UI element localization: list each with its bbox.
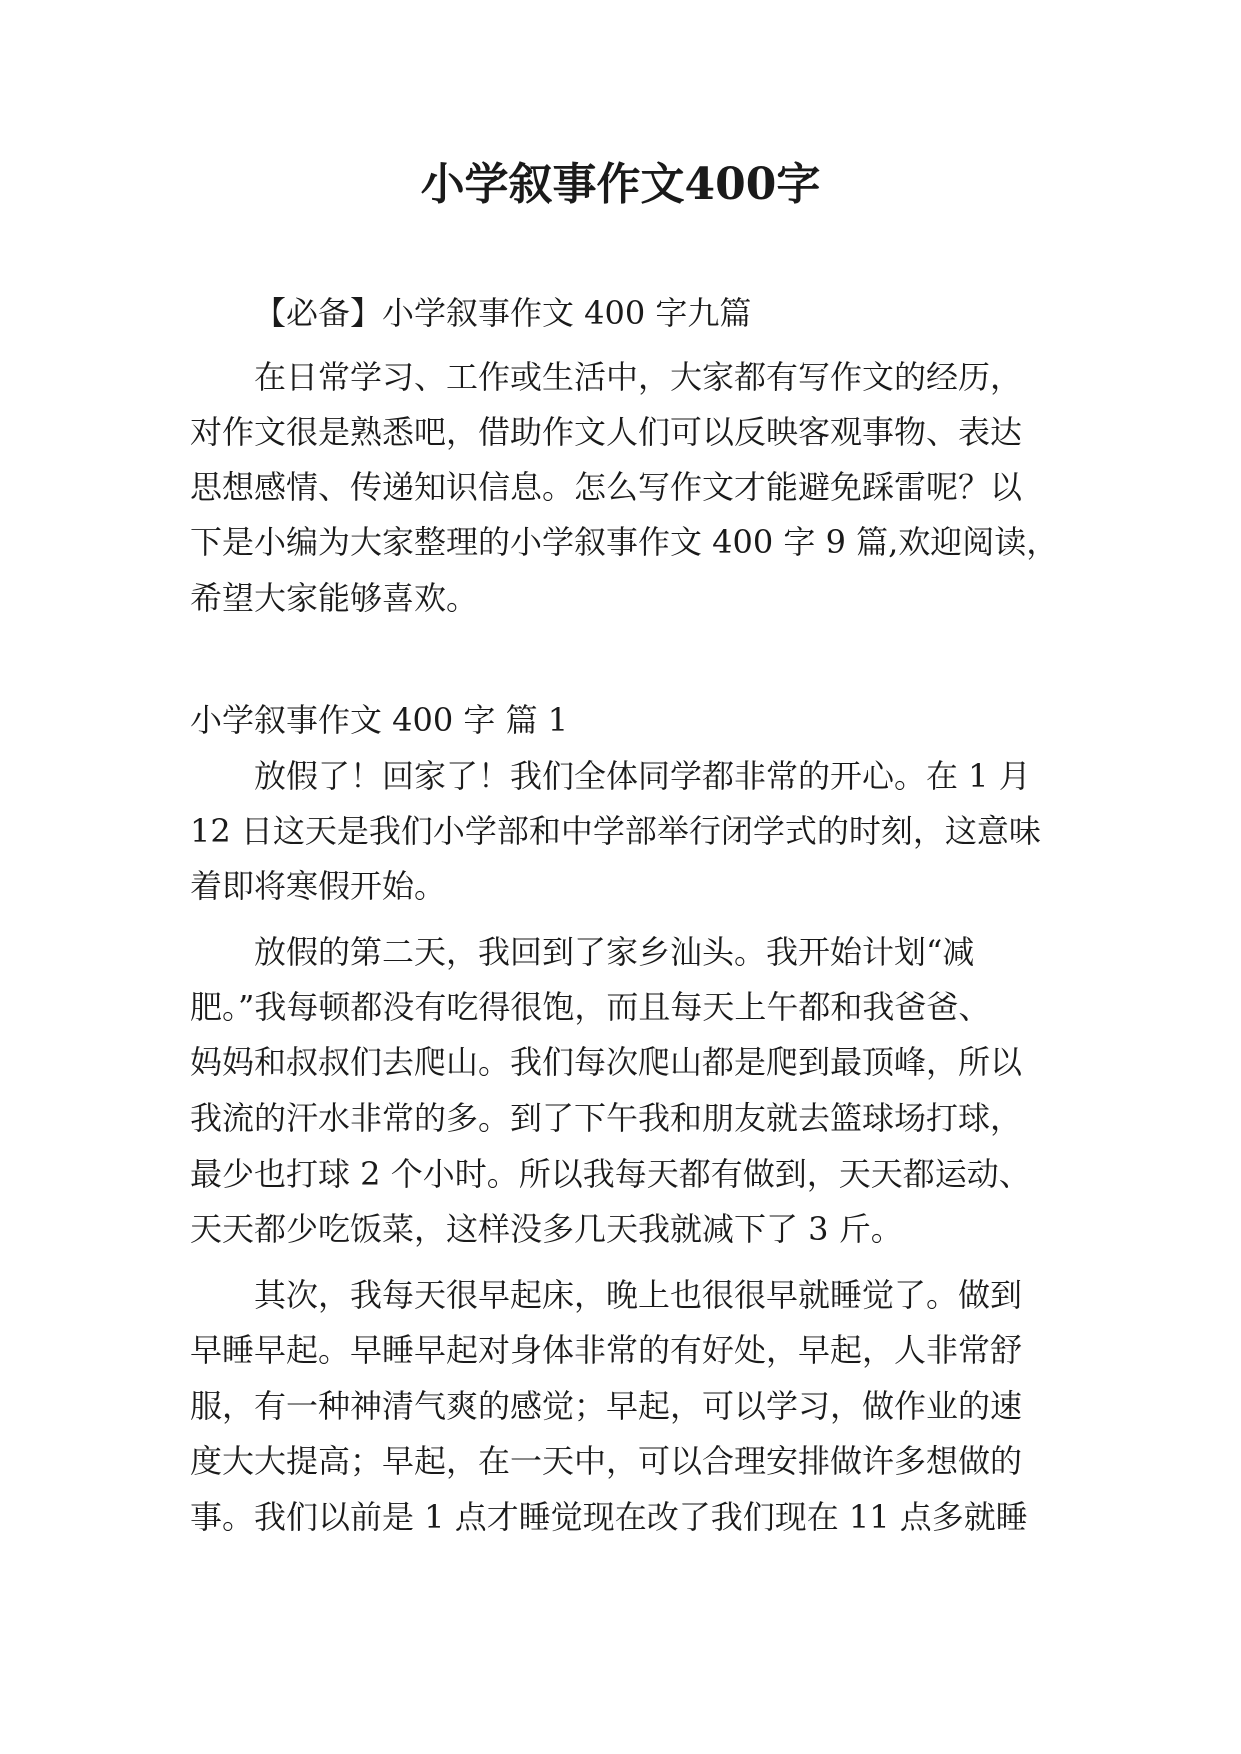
text-line: 下是小编为大家整理的小学叙事作文 400 字 9 篇,欢迎阅读， xyxy=(190,523,1059,561)
text-line: 度大大提高；早起，在一天中，可以合理安排做许多想做的 xyxy=(190,1442,1023,1480)
text-line: 思想感情、传递知识信息。怎么写作文才能避免踩雷呢？以 xyxy=(190,468,1023,506)
text-line: 妈妈和叔叔们去爬山。我们每次爬山都是爬到最顶峰，所以 xyxy=(190,1043,1023,1081)
section-heading: 小学叙事作文 400 字 篇 1 xyxy=(190,701,569,739)
text-line: 其次，我每天很早起床，晚上也很很早就睡觉了。做到 xyxy=(254,1276,1023,1314)
text-line: 服，有一种神清气爽的感觉；早起，可以学习，做作业的速 xyxy=(190,1387,1023,1425)
text-line: 希望大家能够喜欢。 xyxy=(190,579,479,617)
text-line: 事。我们以前是 1 点才睡觉现在改了我们现在 11 点多就睡 xyxy=(190,1498,1028,1536)
text-line: 最少也打球 2 个小时。所以我每天都有做到，天天都运动、 xyxy=(190,1155,1031,1193)
text-line: 放假的第二天，我回到了家乡汕头。我开始计划“减 xyxy=(254,933,975,971)
text-line: 放假了！回家了！我们全体同学都非常的开心。在 1 月 xyxy=(254,757,1031,795)
text-line: 着即将寒假开始。 xyxy=(190,867,447,905)
text-line: 对作文很是熟悉吧，借助作文人们可以反映客观事物、表达 xyxy=(190,413,1023,451)
text-line: 12 日这天是我们小学部和中学部举行闭学式的时刻，这意味 xyxy=(190,812,1041,850)
intro-heading-line: 【必备】小学叙事作文 400 字九篇 xyxy=(254,294,752,332)
text-line: 肥。”我每顿都没有吃得很饱，而且每天上午都和我爸爸、 xyxy=(190,988,991,1026)
document-title: 小学叙事作文400字 xyxy=(420,159,821,210)
text-line: 在日常学习、工作或生活中，大家都有写作文的经历， xyxy=(254,358,1023,396)
text-line: 天天都少吃饭菜，这样没多几天我就减下了 3 斤。 xyxy=(190,1210,903,1248)
text-line: 我流的汗水非常的多。到了下午我和朋友就去篮球场打球， xyxy=(190,1099,1023,1137)
text-line: 早睡早起。早睡早起对身体非常的有好处，早起，人非常舒 xyxy=(190,1331,1023,1369)
